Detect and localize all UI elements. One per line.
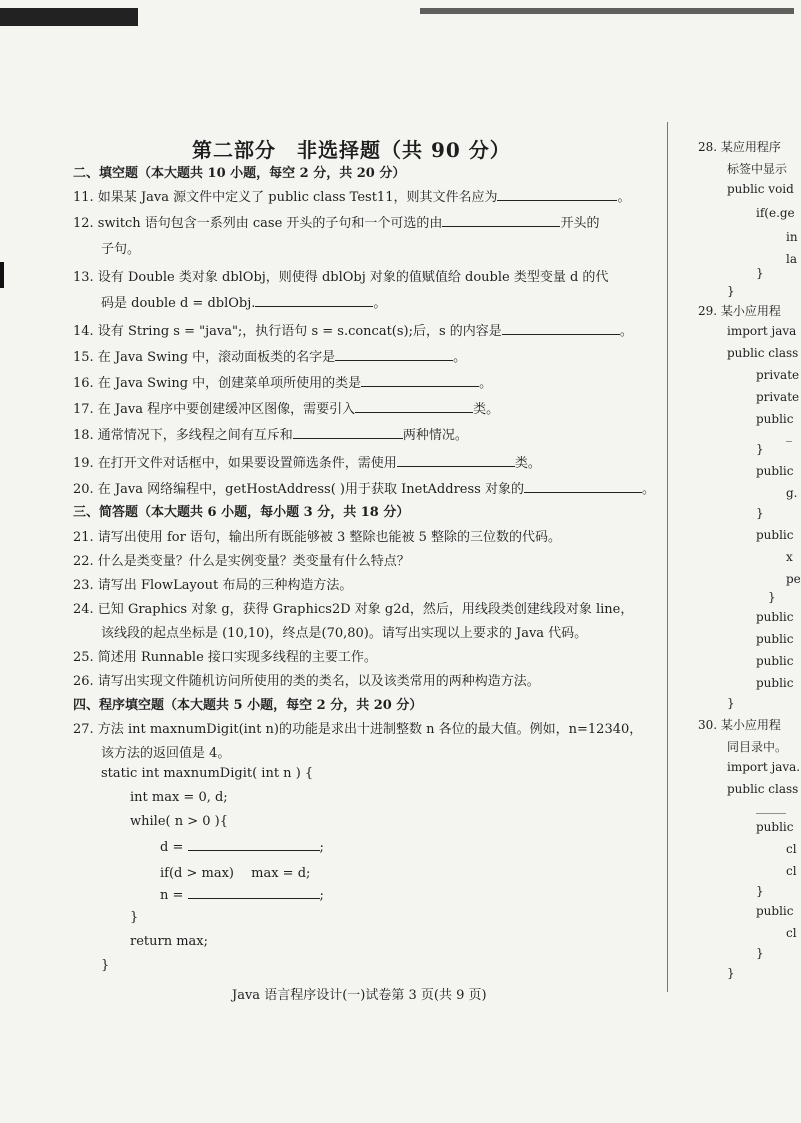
right-col-text: } xyxy=(756,946,764,960)
right-col-text: 28. 某应用程序 xyxy=(698,140,781,154)
question-15-end: 。 xyxy=(453,350,467,365)
code-line: if(d > max) max = d; xyxy=(160,866,311,881)
right-col-text: public xyxy=(756,632,794,646)
right-col-text: public xyxy=(756,820,794,834)
question-18 xyxy=(73,424,468,443)
question-14 xyxy=(73,320,633,339)
question-12-cont: 子句。 xyxy=(101,242,141,257)
right-col-text: } xyxy=(727,696,735,710)
question-25: 25. 简述用 Runnable 接口实现多线程的主要工作。 xyxy=(73,650,377,665)
code-line: } xyxy=(130,910,139,925)
right-col-text: } xyxy=(768,590,776,604)
question-14-text: 14. 设有 String s = "java";，执行语句 s = s.concat(s);后，s 的内容是 xyxy=(73,324,502,339)
page-footer: Java 语言程序设计(一)试卷第 3 页(共 9 页) xyxy=(232,988,487,1003)
code-line: static int maxnumDigit( int n ) { xyxy=(101,766,314,781)
code-line-blank xyxy=(160,838,324,855)
question-24: 24. 已知 Graphics 对象 g，获得 Graphics2D 对象 g2d，然后，用线段类创建线段对象 line， xyxy=(73,602,634,617)
question-17-text: 17. 在 Java 程序中要创建缓冲区图像，需要引入 xyxy=(73,402,356,417)
question-13-cont xyxy=(101,292,386,311)
scan-artifact-top-left xyxy=(0,8,138,26)
right-col-text: public xyxy=(756,528,794,542)
right-col-text: public xyxy=(756,904,794,918)
right-col-text: private xyxy=(756,368,800,382)
code-semicolon: ; xyxy=(319,840,324,855)
section-2-header: 二、填空题（本大题共 10 小题，每空 2 分，共 20 分） xyxy=(73,166,406,181)
question-13: 13. 设有 Double 类对象 dblObj，则使得 dblObj 对象的值赋值给 double 类型变量 d 的代 xyxy=(73,270,609,285)
question-22: 22. 什么是类变量？什么是实例变量？类变量有什么特点？ xyxy=(73,554,410,569)
question-14-end: 。 xyxy=(619,324,633,339)
code-line: int max = 0, d; xyxy=(130,790,228,805)
right-col-text: public class xyxy=(727,782,799,796)
right-col-text: _ xyxy=(786,428,792,442)
right-col-text: public xyxy=(756,412,794,426)
question-20-text: 20. 在 Java 网络编程中，getHostAddress( )用于获取 InetAddress 对象的 xyxy=(73,482,524,497)
right-col-text: if(e.ge xyxy=(756,206,795,220)
right-col-text: import java xyxy=(727,324,797,338)
section-3-header: 三、简答题（本大题共 6 小题，每小题 3 分，共 18 分） xyxy=(73,505,410,520)
code-line: return max; xyxy=(130,934,209,949)
question-12 xyxy=(73,212,599,231)
answer-blank xyxy=(188,838,320,851)
question-16-text: 16. 在 Java Swing 中，创建菜单项所使用的类是 xyxy=(73,376,362,391)
question-16-end: 。 xyxy=(479,376,493,391)
question-23: 23. 请写出 FlowLayout 布局的三种构造方法。 xyxy=(73,578,353,593)
right-col-text: } xyxy=(756,506,764,520)
question-12-end: 开头的 xyxy=(560,216,600,231)
column-divider xyxy=(667,122,668,992)
answer-blank xyxy=(524,480,642,493)
code-line: } xyxy=(101,958,110,973)
question-18-end: 两种情况。 xyxy=(402,428,468,443)
code-line-blank xyxy=(160,886,324,903)
question-15-text: 15. 在 Java Swing 中，滚动面板类的名字是 xyxy=(73,350,336,365)
scan-artifact-left-mark xyxy=(0,262,4,288)
question-20-end: 。 xyxy=(641,482,655,497)
question-19 xyxy=(73,452,541,471)
right-col-text: } xyxy=(756,266,764,280)
page-title: 第二部分 非选择题（共 90 分） xyxy=(192,138,511,162)
question-11-end: 。 xyxy=(617,190,631,205)
right-col-text: x xyxy=(786,550,793,564)
right-col-text: in xyxy=(786,230,798,244)
right-col-text: public xyxy=(756,676,794,690)
question-20 xyxy=(73,478,655,497)
right-col-text: pe xyxy=(786,572,801,586)
answer-blank xyxy=(361,374,479,387)
question-11 xyxy=(73,186,630,205)
question-17 xyxy=(73,398,499,417)
right-col-text: g. xyxy=(786,486,798,500)
right-col-text: cl xyxy=(786,864,797,878)
question-27-cont: 该方法的返回值是 4。 xyxy=(101,746,231,761)
answer-blank xyxy=(293,426,403,439)
right-col-text: cl xyxy=(786,842,797,856)
right-col-text: } xyxy=(727,966,735,980)
right-col-text: public xyxy=(756,654,794,668)
answer-blank xyxy=(255,294,373,307)
answer-blank xyxy=(502,322,620,335)
right-col-text: 29. 某小应用程 xyxy=(698,304,781,318)
right-col-text: cl xyxy=(786,926,797,940)
right-col-text: public xyxy=(756,610,794,624)
question-13-end: 。 xyxy=(373,296,387,311)
answer-blank xyxy=(335,348,453,361)
code-text: n = xyxy=(160,888,184,903)
scan-artifact-top-right xyxy=(420,8,794,14)
right-col-text: 同目录中。 xyxy=(727,740,788,754)
question-16 xyxy=(73,372,492,391)
right-col-text: public void xyxy=(727,182,794,196)
right-col-text: la xyxy=(786,252,797,266)
question-18-text: 18. 通常情况下，多线程之间有互斥和 xyxy=(73,428,293,443)
right-col-text: public xyxy=(756,464,794,478)
right-col-text: 标签中显示 xyxy=(727,162,788,176)
code-text: d = xyxy=(160,840,184,855)
question-21: 21. 请写出使用 for 语句，输出所有既能够被 3 整除也能被 5 整除的三位数的代码。 xyxy=(73,530,561,545)
right-col-text: 30. 某小应用程 xyxy=(698,718,781,732)
question-19-text: 19. 在打开文件对话框中，如果要设置筛选条件，需使用 xyxy=(73,456,397,471)
question-27: 27. 方法 int maxnumDigit(int n)的功能是求出十进制整数 n 各位的最大值。例如，n=12340， xyxy=(73,722,643,737)
answer-blank xyxy=(397,454,515,467)
right-col-text: } xyxy=(727,284,735,298)
answer-blank xyxy=(497,188,617,201)
section-4-header: 四、程序填空题（本大题共 5 小题，每空 2 分，共 20 分） xyxy=(73,698,423,713)
question-19-end: 类。 xyxy=(514,456,541,471)
question-15 xyxy=(73,346,466,365)
question-26: 26. 请写出实现文件随机访问所使用的类的类名，以及该类常用的两种构造方法。 xyxy=(73,674,540,689)
right-col-text: } xyxy=(756,442,764,456)
right-col-text: import java. xyxy=(727,760,801,774)
right-col-text: public class xyxy=(727,346,799,360)
question-13-code: 码是 double d = dblObj. xyxy=(101,296,256,311)
question-11-text: 11. 如果某 Java 源文件中定义了 public class Test11，则其文件名应为 xyxy=(73,190,498,205)
answer-blank xyxy=(442,214,560,227)
code-line: while( n > 0 ){ xyxy=(130,814,228,829)
answer-blank xyxy=(355,400,473,413)
question-17-end: 类。 xyxy=(473,402,500,417)
code-semicolon: ; xyxy=(319,888,324,903)
answer-blank xyxy=(188,886,320,899)
right-col-text: private xyxy=(756,390,800,404)
question-12-text: 12. switch 语句包含一系列由 case 开头的子句和一个可选的由 xyxy=(73,216,443,231)
question-24-cont: 该线段的起点坐标是 (10,10)，终点是(70,80)。请写出实现以上要求的 Java 代码。 xyxy=(101,626,588,641)
right-col-text: } xyxy=(756,884,764,898)
right-col-text: _____ xyxy=(756,800,786,814)
